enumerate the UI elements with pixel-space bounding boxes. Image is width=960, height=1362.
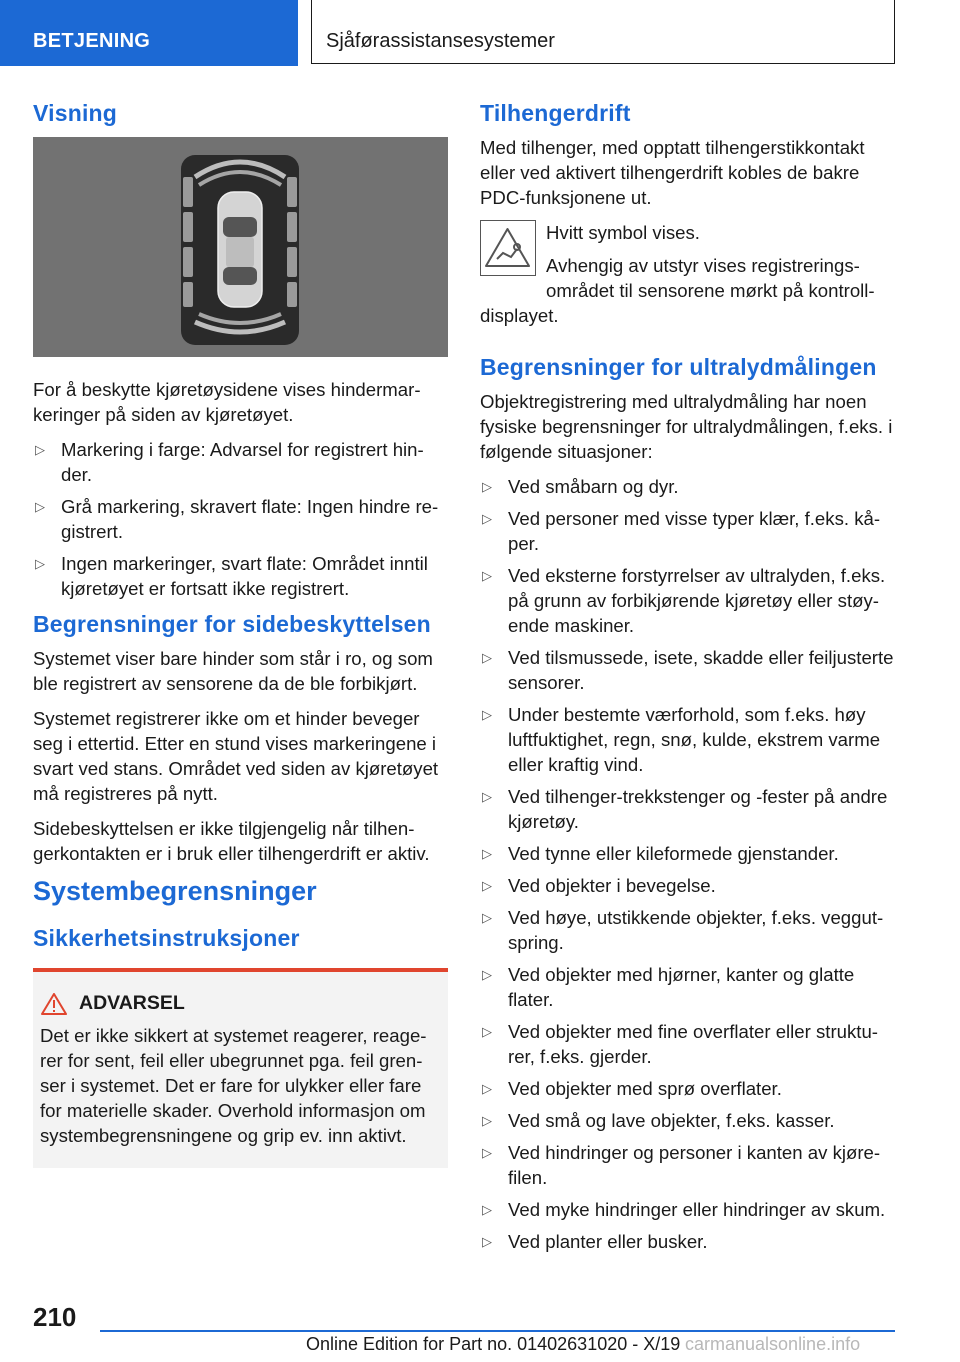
list-item: ▷ Ved tynne eller kileformede gjenstander. xyxy=(482,843,839,864)
watermark: carmanualsonline.info xyxy=(685,1334,861,1354)
visning-text: For å beskytte kjøretøysidene vises hindermarkeringer på siden av kjøretøyet. xyxy=(33,379,421,425)
triangle-bullet-icon: ▷ xyxy=(482,878,492,893)
triangle-bullet-icon: ▷ xyxy=(482,789,492,804)
left-column xyxy=(33,100,448,1168)
chapter-title: Sjåførassistansesystemer xyxy=(311,0,895,64)
page-footer xyxy=(0,1290,960,1362)
list-item: ▷ Ved tilhenger-trekkstenger og -fester på andre kjøretøy. xyxy=(482,786,888,832)
right-column xyxy=(480,100,895,1264)
triangle-bullet-icon: ▷ xyxy=(482,910,492,925)
warning-text: Det er ikke sikkert at systemet reagerer, reagerer for sent, feil eller ubegrunnet pga. feil grenser i systemet. Det er fare for ulykker eller fare for materielle skader. Overhold informasjon om systembegrensningene og grip ev. inn aktivt. xyxy=(40,1025,427,1146)
list-item: ▷ Under bestemte værforhold, som f.eks. høy luftfuktighet, regn, snø, kulde, ekstrem varme eller kraftig vind. xyxy=(482,704,881,775)
ultrasonic-heading: Begrensninger for ultralydmålingen xyxy=(480,354,877,380)
triangle-bullet-icon: ▷ xyxy=(482,1024,492,1039)
side-paragraph-1: Systemet viser bare hinder som står i ro, og som ble registrert av sensorene da de ble forbikjørt. xyxy=(33,648,433,694)
warning-triangle-icon xyxy=(41,993,67,1015)
triangle-bullet-icon: ▷ xyxy=(482,1145,492,1160)
list-item: ▷ Ved objekter med sprø overflater. xyxy=(482,1078,782,1099)
list-item: ▷ Ved myke hindringer eller hindringer av skum. xyxy=(482,1199,886,1220)
list-item: ▷ Ved små og lave objekter, f.eks. kasser. xyxy=(482,1110,835,1131)
triangle-bullet-icon: ▷ xyxy=(482,511,492,526)
triangle-bullet-icon: ▷ xyxy=(482,1113,492,1128)
side-paragraph-2: Systemet registrerer ikke om et hinder beveger seg i ettertid. Etter en stund vises markeringene i svart ved stans. Området ved siden av kjøretøyet må registreres på nytt. xyxy=(33,708,439,804)
list-item: ▷ Ingen markeringer, svart flate: Området inntil kjøretøyet er fortsatt ikke registrert. xyxy=(35,553,428,599)
list-item: ▷ Ved objekter med hjørner, kanter og glatte flater. xyxy=(482,964,855,1010)
car-top-view-illustration xyxy=(33,137,448,357)
triangle-bullet-icon: ▷ xyxy=(482,479,492,494)
system-limits-heading: Systembegrensninger xyxy=(33,876,317,906)
page-header xyxy=(0,0,960,66)
edition-text: Online Edition for Part no. 01402631020 - X/19 xyxy=(306,1334,681,1354)
triangle-bullet-icon: ▷ xyxy=(482,568,492,583)
triangle-bullet-icon: ▷ xyxy=(482,846,492,861)
list-item: ▷ Ved hindringer og personer i kanten av kjørefilen. xyxy=(482,1142,881,1188)
list-item: ▷ Ved planter eller busker. xyxy=(482,1231,708,1252)
trailer-heading: Tilhengerdrift xyxy=(480,100,631,126)
list-item: ▷ Grå markering, skravert flate: Ingen hindre registrert. xyxy=(35,496,439,542)
triangle-bullet-icon: ▷ xyxy=(35,442,45,457)
warning-box xyxy=(33,968,448,1168)
page-number: 210 xyxy=(33,1302,77,1332)
side-protection-heading: Begrensninger for sidebeskyttelsen xyxy=(33,611,431,637)
ultrasonic-list xyxy=(480,474,895,1254)
list-item: ▷ Ved objekter med fine overflater eller strukturer, f.eks. gjerder. xyxy=(482,1021,878,1067)
triangle-bullet-icon: ▷ xyxy=(482,1202,492,1217)
triangle-bullet-icon: ▷ xyxy=(482,967,492,982)
triangle-bullet-icon: ▷ xyxy=(482,707,492,722)
footer-rule xyxy=(100,1330,895,1332)
side-paragraph-3: Sidebeskyttelsen er ikke tilgjengelig når tilhengerkontakten er i bruk eller tilhengerdrift er aktiv. xyxy=(33,818,430,864)
list-item: ▷ Ved høye, utstikkende objekter, f.eks. veggutspring. xyxy=(482,907,884,953)
list-item: ▷ Ved objekter i bevegelse. xyxy=(482,875,716,896)
list-item: ▷ Ved eksterne forstyrrelser av ultralyden, f.eks. på grunn av forbikjørende kjøretøy eller støyende maskiner. xyxy=(482,565,886,636)
visning-list xyxy=(33,437,448,601)
safety-instructions-heading: Sikkerhetsinstruksjoner xyxy=(33,925,300,951)
section-tab: BETJENING xyxy=(0,0,298,66)
list-item: ▷ Ved småbarn og dyr. xyxy=(482,476,679,497)
triangle-bullet-icon: ▷ xyxy=(482,1081,492,1096)
ultrasonic-text: Objektregistrering med ultralydmåling har noen fysiske begrensninger for ultralydmålingen, f.eks. i følgende situasjoner: xyxy=(480,391,893,462)
visning-heading: Visning xyxy=(33,100,118,126)
trailer-symbol-text xyxy=(546,220,895,311)
symbol-text-continuation: displayet. xyxy=(480,305,559,326)
list-item: ▷ Markering i farge: Advarsel for registrert hinder. xyxy=(35,439,424,485)
side-protection-figure xyxy=(33,137,448,357)
warning-title: ADVARSEL xyxy=(40,992,438,1015)
symbol-text-2: Avhengig av utstyr vises registreringsområdet til sensorene mørkt på kontroll- xyxy=(546,255,875,301)
trailer-symbol-row xyxy=(480,220,895,311)
symbol-text-1: Hvitt symbol vises. xyxy=(546,222,700,243)
triangle-bullet-icon: ▷ xyxy=(482,1234,492,1249)
triangle-bullet-icon: ▷ xyxy=(482,650,492,665)
trailer-symbol-icon xyxy=(480,220,536,276)
triangle-bullet-icon: ▷ xyxy=(35,556,45,571)
triangle-bullet-icon: ▷ xyxy=(35,499,45,514)
list-item: ▷ Ved personer med visse typer klær, f.eks. kåper. xyxy=(482,508,881,554)
list-item: ▷ Ved tilsmussede, isete, skadde eller feiljusterte sensorer. xyxy=(482,647,894,693)
trailer-text: Med tilhenger, med opptatt tilhengerstikkontakt eller ved aktivert tilhengerdrift kobles de bakre PDC-funksjonene ut. xyxy=(480,137,865,208)
